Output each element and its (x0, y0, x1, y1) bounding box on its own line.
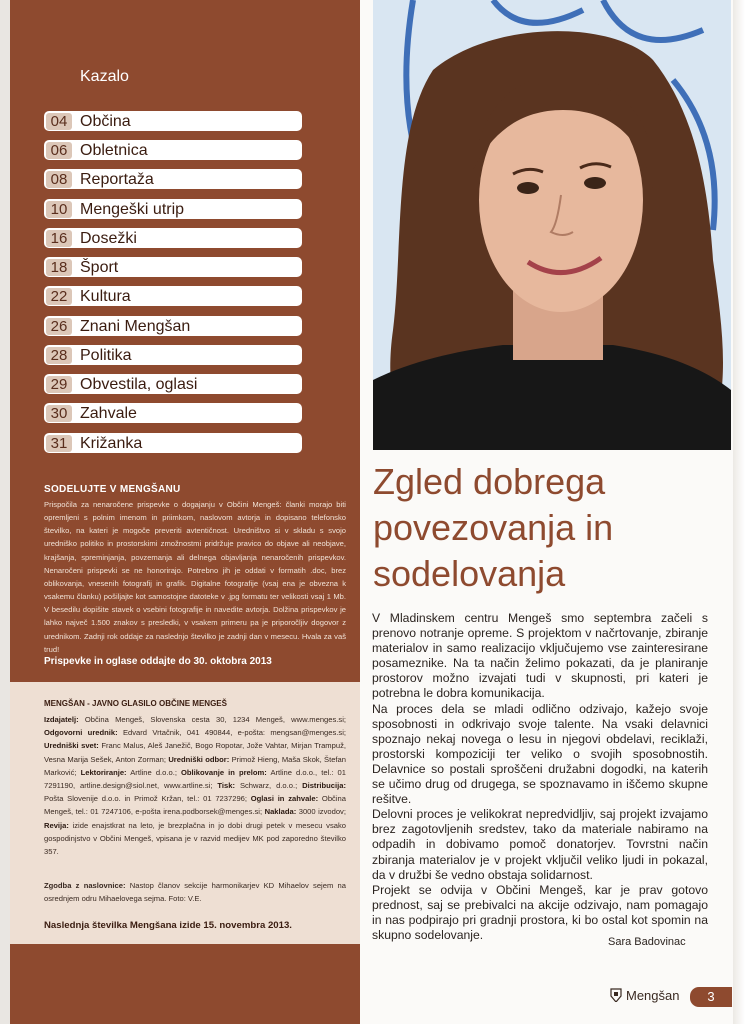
proofreading-label: Lektoriranje: (80, 767, 127, 777)
council-value: Franc Malus, Aleš Janežič, Bogo Ropotar, Jože Vahtar, Mirjan Trampuž, Vesna Marija Sešek, Anton Zorman; (44, 741, 346, 764)
toc-item[interactable] (44, 111, 302, 131)
design-value: Artline d.o.o., tel.: 01 7291190, artline.design@siol.net, www.artline.si; (44, 767, 346, 791)
toc-item[interactable] (44, 140, 302, 160)
page-number: 3 (690, 987, 732, 1007)
circulation-label: Naklada: (264, 807, 297, 817)
editor-label: Odgovorni urednik: (44, 728, 118, 738)
toc-page-number: 04 (46, 113, 72, 130)
design-label: Oblikovanje in prelom: (181, 767, 267, 777)
article-headline (373, 459, 703, 597)
contribute-heading: SODELUJTE V MENGŠANU (44, 484, 181, 495)
next-issue-notice: Naslednja številka Mengšana izide 15. novembra 2013. (44, 920, 292, 931)
toc-page-number: 22 (46, 288, 72, 305)
toc-item-label: Dosežki (80, 230, 137, 247)
toc-item[interactable] (44, 199, 302, 219)
toc-item-label: Zahvale (80, 405, 137, 422)
editor-value: Edvard Vrtačnik, 041 490844, e-pošta: mengsan@menges.si; (122, 728, 346, 738)
toc-page-number: 16 (46, 230, 72, 247)
toc-page-number: 10 (46, 201, 72, 218)
toc-item-label: Obvestila, oglasi (80, 376, 198, 393)
toc-item-label: Kultura (80, 288, 131, 305)
ads-value: Občina Mengeš, tel.: 01 7247106, e-pošta irena.podborsek@menges.si; (44, 794, 346, 817)
submission-deadline: Prispevke in oglase oddajte do 30. oktobra 2013 (44, 656, 272, 667)
distribution-value: Pošta Slovenije d.o.o. in Primož Kržan, tel.: 01 7237296; (44, 794, 247, 804)
toc-page-number: 30 (46, 405, 72, 422)
publisher-value: Občina Mengeš, Slovenska cesta 30, 1234 Mengeš, www.menges.si; (84, 715, 346, 724)
footer-brand (610, 988, 679, 1003)
toc-page-number: 31 (46, 435, 72, 452)
toc-item-label: Križanka (80, 435, 143, 452)
toc-page-number: 26 (46, 318, 72, 335)
toc-item[interactable] (44, 403, 302, 423)
toc-item-label: Šport (80, 259, 119, 276)
article-paragraph: Projekt se odvija v Občini Mengeš, kar je prav gotovo prednost, saj se prebivalci na akcije odzivajo, nam pomagajo in nas podpirajo pri gradnji prostora, ki bo ostal kot spomin na skupno sodelovanje. (372, 882, 708, 942)
scan-edge (0, 0, 10, 1024)
article-paragraph: Delovni proces je velikokrat nepredvidljiv, saj projekt izvajamo brez zagotovljenih sredstev, tako da materiale nabiramo na odpadih in dobivamo pomoč donatorjev. Tovrstni način zbiranja materialov je v projekt vključil veliko ljudi in pokazal, da v družbi še vedno obstaja solidarnost. (372, 807, 708, 882)
headline-line-2: povezovanja in (373, 507, 614, 548)
toc-page-number: 29 (46, 376, 72, 393)
toc-page-number: 08 (46, 171, 72, 188)
council-label: Uredniški svet: (44, 741, 99, 751)
magazine-value: izide enajstkrat na leto, je brezplačna in jo dobi drugi petek v mesecu vsako gospodinjstvo v Občini Mengeš, vpisana je v razvid medijev MK pod zaporedno številko 357. (44, 820, 346, 857)
toc-item-label: Znani Mengšan (80, 318, 191, 335)
article-author: Sara Badovinac (608, 936, 686, 948)
article-body (372, 611, 708, 943)
toc-item-label: Reportaža (80, 171, 154, 188)
toc-item[interactable] (44, 316, 302, 336)
toc-item[interactable] (44, 286, 302, 306)
cover-story-value: Nastop članov sekcije harmonikarjev KD Mihaelov sejem na osrednjem odru Mihaelovega sejma. Foto: V.E. (44, 881, 346, 904)
impressum-heading: MENGŠAN - JAVNO GLASILO OBČINE MENGEŠ (44, 699, 227, 708)
toc-item[interactable] (44, 433, 302, 453)
page-fold (733, 0, 745, 1024)
headline-line-3: sodelovanja (373, 553, 566, 594)
proofreading-value: Artline d.o.o.; (130, 767, 177, 777)
toc-item-label: Politika (80, 347, 132, 364)
circulation-value: 3000 izvodov; (298, 807, 346, 817)
toc-item-label: Občina (80, 113, 131, 130)
crest-icon (610, 988, 622, 1002)
toc-title: Kazalo (80, 68, 129, 85)
print-label: Tisk: (217, 781, 236, 791)
magazine-label: Revija: (44, 820, 69, 830)
cover-story (44, 879, 346, 905)
toc-item[interactable] (44, 257, 302, 277)
article-paragraph: V Mladinskem centru Mengeš smo septembra začeli s prenovo notranje opreme. S projektom v načrtovanje, zbiranje materialov in samo realizacijo vključujemo vse zainteresirane posameznike. Na ta način želimo pokazati, da je planiranje prostorov možno izvajati tudi v skupnosti, pri kateri je potrebna le dobra komunikacija. (372, 611, 708, 701)
board-value: Primož Hieng, Maša Skok, Štefan Marković; (44, 754, 346, 777)
toc-item[interactable] (44, 345, 302, 365)
portrait-photo (373, 0, 731, 450)
footer-brand-name: Mengšan (626, 988, 680, 1003)
toc-page-number: 28 (46, 347, 72, 364)
toc-item[interactable] (44, 169, 302, 189)
publisher-label: Izdajatelj: (44, 715, 79, 724)
impressum-text (44, 713, 346, 858)
ads-label: Oglasi in zahvale: (250, 794, 319, 804)
toc-item-label: Mengeški utrip (80, 201, 185, 218)
distribution-label: Distribucija: (302, 781, 346, 791)
board-label: Uredniški odbor: (168, 754, 230, 764)
toc-page-number: 06 (46, 142, 72, 159)
contribute-text: Prispočila za nenaročene prispevke o dogajanju v Občini Mengeš: članki morajo biti opremljeni s polnim imenom in priimkom, naslovom avtorja in dopisano telefonsko številko, na kateri je mogoče preveriti avtentičnost. Uredništvo si v skladu s svojo uredniško politiko in prostorskimi zmožnostmi pridržuje pravico do objave ali neobjave, krajšanja, spreminjanja, povzemanja ali delnega objavljanja nenaročenih prispevkov. Nenaročeni prispevki se ne honorirajo. Potrebno jih je oddati v formatih .doc, brez oblikovanja, vnesenih fotografij in grafik. Digitalne fotografije (vsaj ena je obvezna k vsakemu članku) pošiljajte kot samostojne datoteke v .jpg formatu ter velikosti vsaj 1 Mb. V besedilu dopišite stavek o vsebini fotografije in navedite avtorja. Dolžina prispevkov je lahko največ 1.500 znakov s presledki, v vsakem primeru pa je priporočljiv dogovor z urednikom. Zadnji rok oddaje za naslednjo številko je zadnji dan v mesecu. Hvala za vaš trud! (44, 500, 346, 654)
headline-line-1: Zgled dobrega (373, 461, 606, 502)
print-value: Schwarz, d.o.o.; (239, 781, 298, 791)
toc-item[interactable] (44, 374, 302, 394)
toc-item[interactable] (44, 228, 302, 248)
article-paragraph: Na proces dela se mladi odlično odzivajo, kažejo svoje sposobnosti in odkrivajo svoje talente. Na vsaki delavnici spoznajo nekaj novega o lesu in njegovi obdelavi, reciklaži, prostorski kompoziciji ter veliko o svojih sposobnostih. Delavnice so postali sproščeni družabni dogodki, na katerih se učimo drug od drugega, se spoznavamo in iščemo skupne rešitve. (372, 701, 708, 807)
cover-story-label: Zgodba z naslovnice: (44, 881, 126, 890)
portrait-illustration (373, 0, 731, 450)
toc-item-label: Obletnica (80, 142, 148, 159)
toc-page-number: 18 (46, 259, 72, 276)
